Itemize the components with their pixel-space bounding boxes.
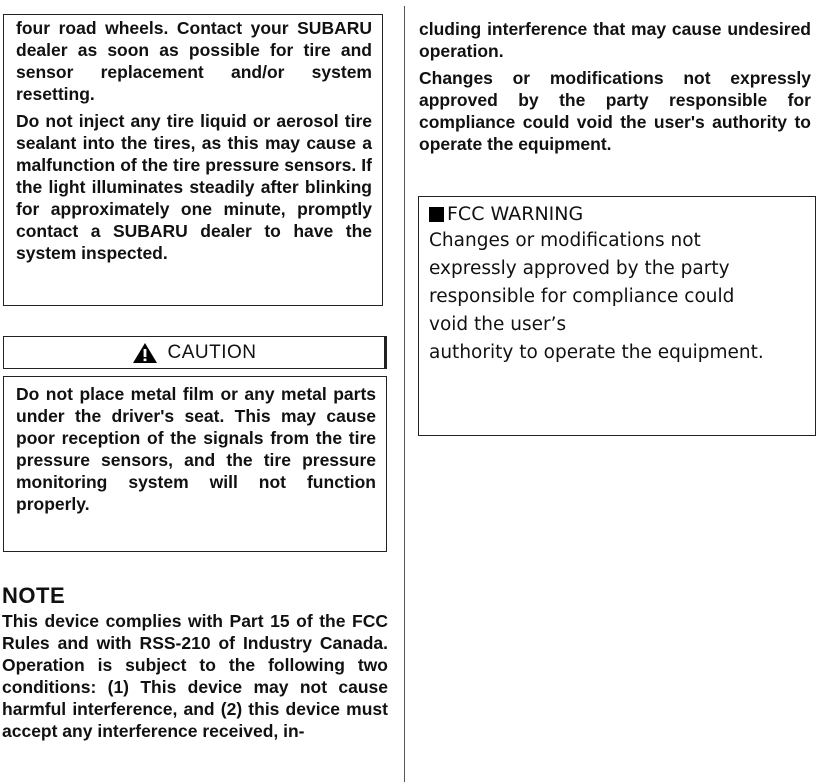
tire-warning-paragraph-2: Do not inject any tire liquid or aerosol tire sealant into the tires, as this may cause a malfunction of the tire pressure sensors. If the light illuminates steadily after blinking for approximately one minute, promptly contact a SUBARU dealer to have the system inspected. (16, 111, 372, 263)
caution-label: CAUTION (167, 341, 257, 363)
changes-paragraph: Changes or modifications not expressly approved by the party responsible for compliance could void the user's authority to operate the equipment. (419, 68, 811, 154)
fcc-warning-line-1: Changes or modifications not (429, 230, 701, 251)
note-heading: NOTE (2, 583, 66, 608)
warning-triangle-icon (132, 342, 158, 364)
continuation-paragraph: cluding interference that may cause undesired operation. (419, 19, 811, 61)
caution-body (3, 376, 387, 552)
caution-text: Do not place metal film or any metal parts under the driver's seat. This may cause poor reception of the signals from the tire pressure sensors, and the tire pressure monitoring system will not function properly. (16, 384, 376, 514)
tire-warning-paragraph-1: four road wheels. Contact your SUBARU dealer as soon as possible for tire and sensor replacement and/or system resetting. (16, 18, 372, 104)
caution-header (3, 336, 387, 369)
right-column-text (419, 18, 811, 155)
fcc-warning-line-5: authority to operate the equipment. (429, 342, 764, 363)
square-bullet-icon (429, 207, 444, 222)
fcc-warning-title-text: FCC WARNING (447, 203, 584, 225)
fcc-warning-line-2: expressly approved by the party (429, 258, 730, 279)
fcc-warning-box (418, 196, 816, 436)
tire-warning-box (3, 14, 383, 306)
column-divider (404, 6, 405, 782)
fcc-warning-title (429, 201, 807, 227)
fcc-warning-line-3: responsible for compliance could (429, 286, 735, 307)
fcc-warning-line-4: void the user’s (429, 314, 567, 335)
note-body: This device complies with Part 15 of the FCC Rules and with RSS-210 of Industry Canada. Operation is subject to the following two conditions: (1) This device may not cause harmful interference, and (2) this device must accept any interference received, in- (2, 611, 388, 741)
